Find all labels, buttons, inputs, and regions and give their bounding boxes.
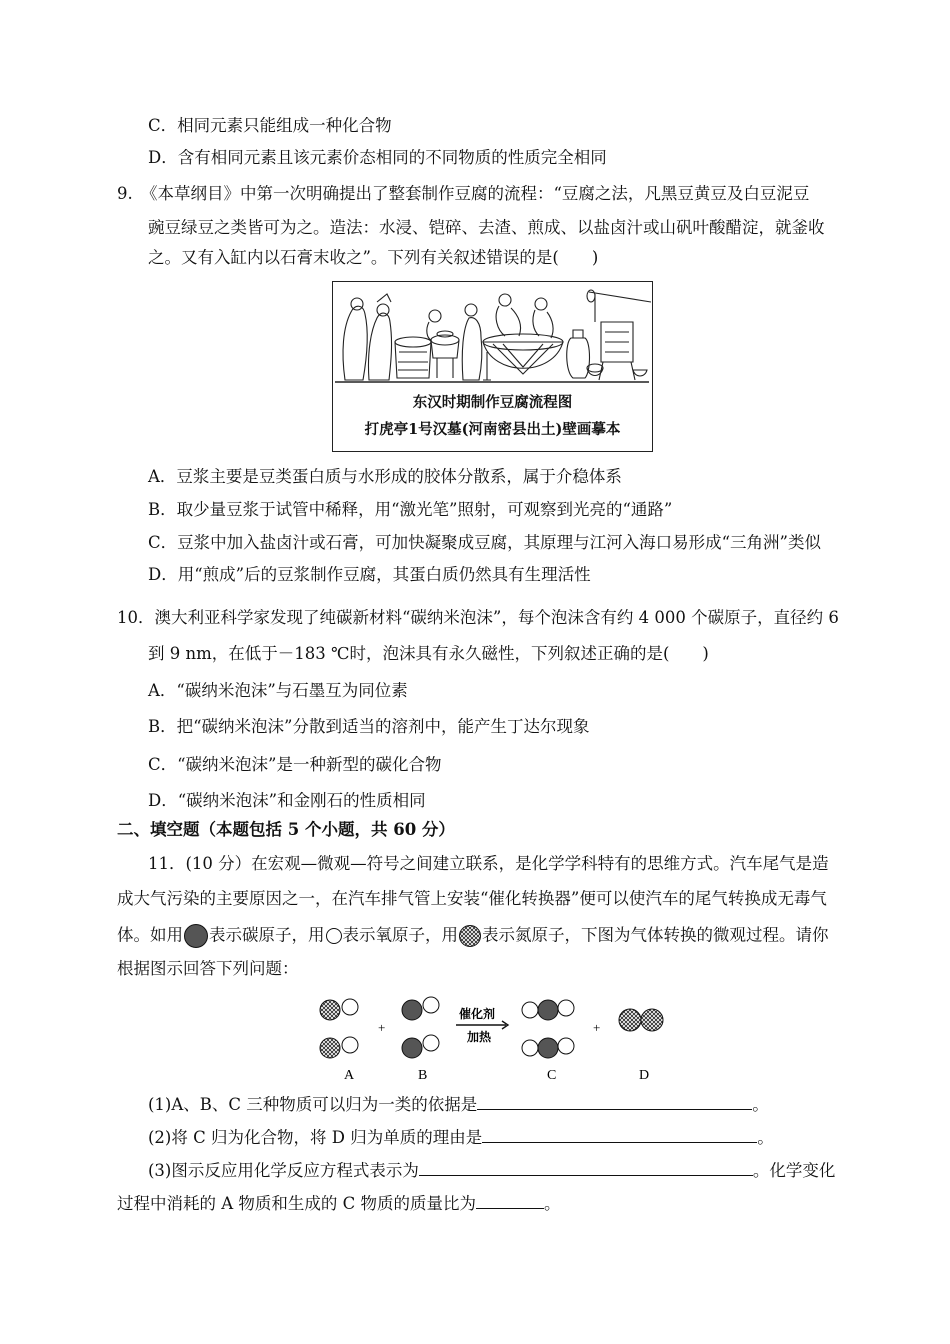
heat-label: 加热 xyxy=(467,1030,492,1044)
q11-sub3 xyxy=(148,1159,835,1183)
reaction-diagram xyxy=(316,992,676,1092)
q10-option-a: A．“碳纳米泡沫”与石墨互为同位素 xyxy=(148,681,408,700)
oxygen-atom-icon xyxy=(325,927,343,945)
label-d: D xyxy=(639,1068,650,1083)
q11-sub2-answer-blank[interactable] xyxy=(482,1126,757,1143)
q11-sub1 xyxy=(148,1093,769,1117)
label-b: B xyxy=(418,1068,428,1083)
q11-legend-text-1: 体。如用 xyxy=(117,925,183,945)
q11-sub1-answer-blank[interactable] xyxy=(477,1093,752,1110)
q9-option-c: C．豆浆中加入盐卤汁或石膏，可加快凝聚成豆腐，其原理与江河入海口易形成“三角洲”类似 xyxy=(148,533,821,552)
nitrogen-atom-icon xyxy=(458,924,482,948)
molecule-d xyxy=(619,1009,663,1031)
figure-caption-title: 东汉时期制作豆腐流程图 xyxy=(412,394,573,411)
q9-option-d: D．用“煎成”后的豆浆制作豆腐，其蛋白质仍然具有生理活性 xyxy=(148,565,591,584)
q11-stem-line3 xyxy=(117,923,829,949)
q11-sub3-line2-text: 过程中消耗的 A 物质和生成的 C 物质的质量比为 xyxy=(117,1194,477,1213)
q11-sub3-answer-blank[interactable] xyxy=(419,1159,753,1176)
carbon-atom-icon xyxy=(183,923,209,949)
q11-sub3-text: (3)图示反应用化学反应方程式表示为 xyxy=(148,1161,419,1180)
mural-drawing xyxy=(333,282,651,392)
label-c: C xyxy=(547,1068,557,1083)
q11-legend-text-4: 表示氮原子，下图为气体转换的微观过程。请你 xyxy=(482,925,829,945)
q11-stem-line1: 11．(10 分）在宏观—微观—符号之间建立联系，是化学学科特有的思维方式。汽车尾气是造 xyxy=(148,854,829,873)
molecule-c xyxy=(522,1000,574,1058)
plus-sign-2: + xyxy=(593,1020,601,1035)
label-a: A xyxy=(344,1068,355,1083)
q11-stem-line4: 根据图示回答下列问题： xyxy=(117,959,299,978)
q11-sub3-end: 。化学变化 xyxy=(752,1161,836,1180)
q9-stem-line1: 9. 《本草纲目》中第一次明确提出了整套制作豆腐的流程：“豆腐之法，凡黑豆黄豆及白豆泥豆 xyxy=(117,184,810,203)
q11-sub2-text: (2)将 C 归为化合物，将 D 归为单质的理由是 xyxy=(148,1128,483,1147)
q10-stem-line1: 10．澳大利亚科学家发现了纯碳新材料“碳纳米泡沫”，每个泡沫含有约 4 000 个碳原子，直径约 6 xyxy=(117,608,839,627)
plus-sign-1: + xyxy=(378,1020,386,1035)
tofu-mural-figure xyxy=(332,281,653,452)
q11-sub1-end: 。 xyxy=(752,1095,769,1114)
q10-option-b: B．把“碳纳米泡沫”分散到适当的溶剂中，能产生丁达尔现象 xyxy=(148,717,590,736)
molecule-a xyxy=(320,999,358,1058)
q10-option-c: C．“碳纳米泡沫”是一种新型的碳化合物 xyxy=(148,755,442,774)
q11-legend-text-2: 表示碳原子，用 xyxy=(209,925,325,945)
q8-option-c: C．相同元素只能组成一种化合物 xyxy=(148,116,392,135)
q11-legend-text-3: 表示氧原子，用 xyxy=(342,925,458,945)
q8-option-d: D．含有相同元素且该元素价态相同的不同物质的性质完全相同 xyxy=(148,148,607,167)
q11-sub2 xyxy=(148,1126,774,1150)
figure-caption-source: 打虎亭1号汉墓(河南密县出土)壁画摹本 xyxy=(364,421,621,438)
q11-sub1-text: (1)A、B、C 三种物质可以归为一类的依据是 xyxy=(148,1095,478,1114)
q11-sub2-end: 。 xyxy=(757,1128,774,1147)
catalyst-label: 催化剂 xyxy=(459,1007,496,1021)
q11-sub3-line2 xyxy=(117,1192,561,1216)
q9-option-a: A．豆浆主要是豆类蛋白质与水形成的胶体分散系，属于介稳体系 xyxy=(148,467,622,486)
q11-stem-line2: 成大气污染的主要原因之一，在汽车排气管上安装“催化转换器”便可以使汽车的尾气转换成无毒气 xyxy=(117,889,827,908)
section-title: 二、填空题（本题包括 5 个小题，共 60 分） xyxy=(117,820,455,839)
q11-mass-ratio-blank[interactable] xyxy=(476,1192,544,1209)
q10-option-d: D．“碳纳米泡沫”和金刚石的性质相同 xyxy=(148,791,426,810)
q9-stem-line2: 豌豆绿豆之类皆可为之。造法：水浸、铠碎、去渣、煎成、以盐卤汁或山矾叶酸醋淀，就釜收 xyxy=(148,218,825,237)
q9-stem-line3: 之。又有入缸内以石膏末收之”。下列有关叙述错误的是( ) xyxy=(148,248,599,267)
q9-option-b: B．取少量豆浆于试管中稀释，用“激光笔”照射，可观察到光亮的“通路” xyxy=(148,500,673,519)
q11-sub3-line2-end: 。 xyxy=(544,1194,561,1213)
q10-stem-line2: 到 9 nm，在低于－183 ℃时，泡沫具有永久磁性，下列叙述正确的是( ) xyxy=(148,644,709,663)
molecule-b xyxy=(402,997,439,1058)
